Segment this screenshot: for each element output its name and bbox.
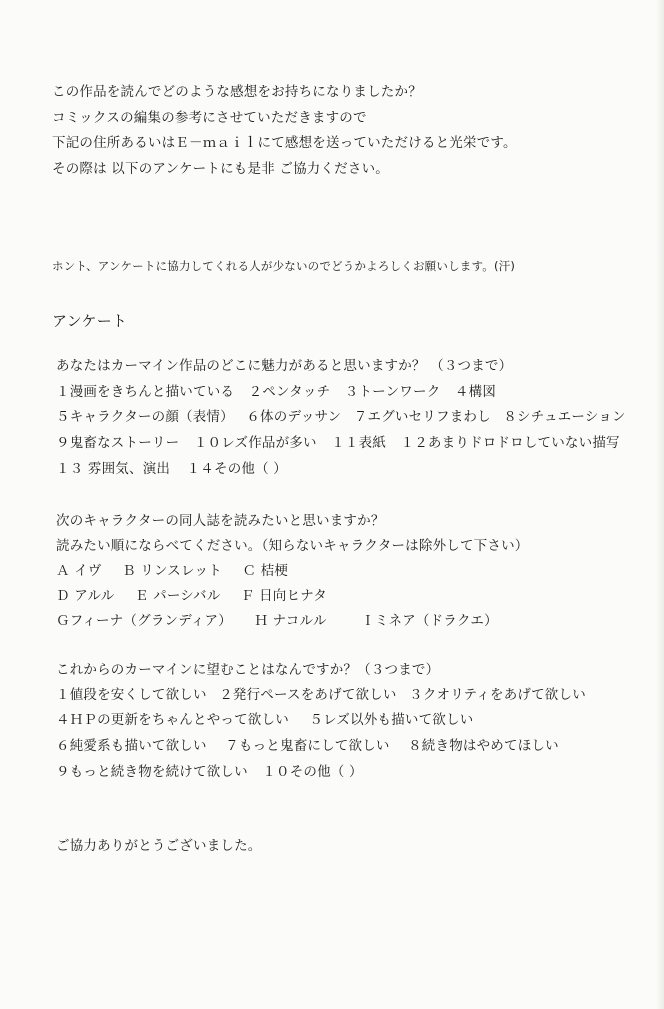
q3-option: ６純愛系も描いて欲しい [56,738,207,754]
q3-option: ９もっと続き物を続けて欲しい [56,764,248,780]
q2-option: Ｆ 日向ヒナタ [240,588,327,604]
q3-options-row [56,683,586,703]
q1-options-row [56,380,496,400]
q3-option: ４ＨＰの更新をちゃんとやって欲しい [56,712,289,728]
q3-option: １値段を安くして欲しい [56,687,207,703]
q1-option: １漫画をきちんと描いている [56,384,235,400]
q1-option: １２あまりドロドロしていない描写 [400,435,620,451]
intro-line-4: その際は 以下のアンケートにも是非 ご協力ください。 [52,161,389,177]
q2-instruction: 読みたい順にならべてください。（知らないキャラクターは除外して下さい） [56,538,529,554]
q1-options-row [56,431,620,451]
q2-option: Ｂ リンスレット [122,563,222,579]
q3-options-row [56,708,473,728]
q2-options-row [56,584,327,604]
q1-option: ３トーンワーク [344,384,441,400]
intro-line-1: この作品を読んでどのような感想をお持ちになりましたか？ [52,84,422,100]
q3-option: ５レズ以外も描いて欲しい [309,712,474,728]
q3-option: ３クオリティをあげて欲しい [409,687,586,703]
q2-option: Ｇフィーナ（グランディア） [56,613,232,629]
q1-option: １１表紙 [331,435,387,451]
q3-option: ８続き物はやめてほしい [408,738,559,754]
q1-option: １３ 雰囲気、演出 [56,461,171,477]
q1-option: ９鬼畜なストーリー [56,435,180,451]
thanks-message: ご協力ありがとうございました。 [56,838,262,854]
intro-line-2: コミックスの編集の参考にさせていただきますので [52,110,367,126]
survey-title: アンケート [52,312,128,330]
intro-line-3: 下記の住所あるいはＥ－ｍａｉｌにて感想を送っていただけると光栄です。 [52,135,517,151]
q1-question: あなたはカーマイン作品のどこに魅力があると思いますか？ （３つまで） [56,358,513,374]
q2-option: Ｉミネア（ドラクエ） [361,613,498,629]
q3-option: １０その他（ ） [262,764,363,780]
q2-option: Ｄ アルル [56,588,115,604]
q3-options-row [56,760,363,780]
q1-option: １０レズ作品が多い [193,435,317,451]
q3-option: ２発行ペースをあげて欲しい [219,687,397,703]
q2-option: Ｅ パーシバル [134,588,221,604]
q1-option: １４その他（ ） [186,461,287,477]
q2-question: 次のキャラクターの同人誌を読みたいと思いますか？ [56,513,385,529]
q2-option: Ａ イヴ [56,563,102,579]
q1-option: ６体のデッサン [246,409,342,425]
q3-options-row [56,734,559,754]
q1-options-row [56,457,287,477]
page-edge-shadow [656,0,664,1009]
q3-option: ７もっと鬼畜にして欲しい [225,738,390,754]
q2-options-row [56,559,288,579]
request-note: ホント、アンケートに協力してくれる人が少ないのでどうかよろしくお願いします。(汗) [52,259,516,273]
q2-option: Ｃ 桔梗 [242,563,289,579]
q3-question: これからのカーマインに望むことはなんですか？（３つまで） [56,662,440,678]
q1-option: ４構図 [454,384,497,400]
q1-option: ７エグいセリフまわし [353,409,491,425]
q2-options-row [56,609,498,629]
q1-option: ２ペンタッチ [248,384,331,400]
q1-option: ５キャラクターの顔（表情） [56,409,234,425]
q2-option: Ｈ ナコルル [254,613,327,629]
q1-option: ８シチュエーション [503,409,626,425]
q1-options-row [56,405,626,425]
